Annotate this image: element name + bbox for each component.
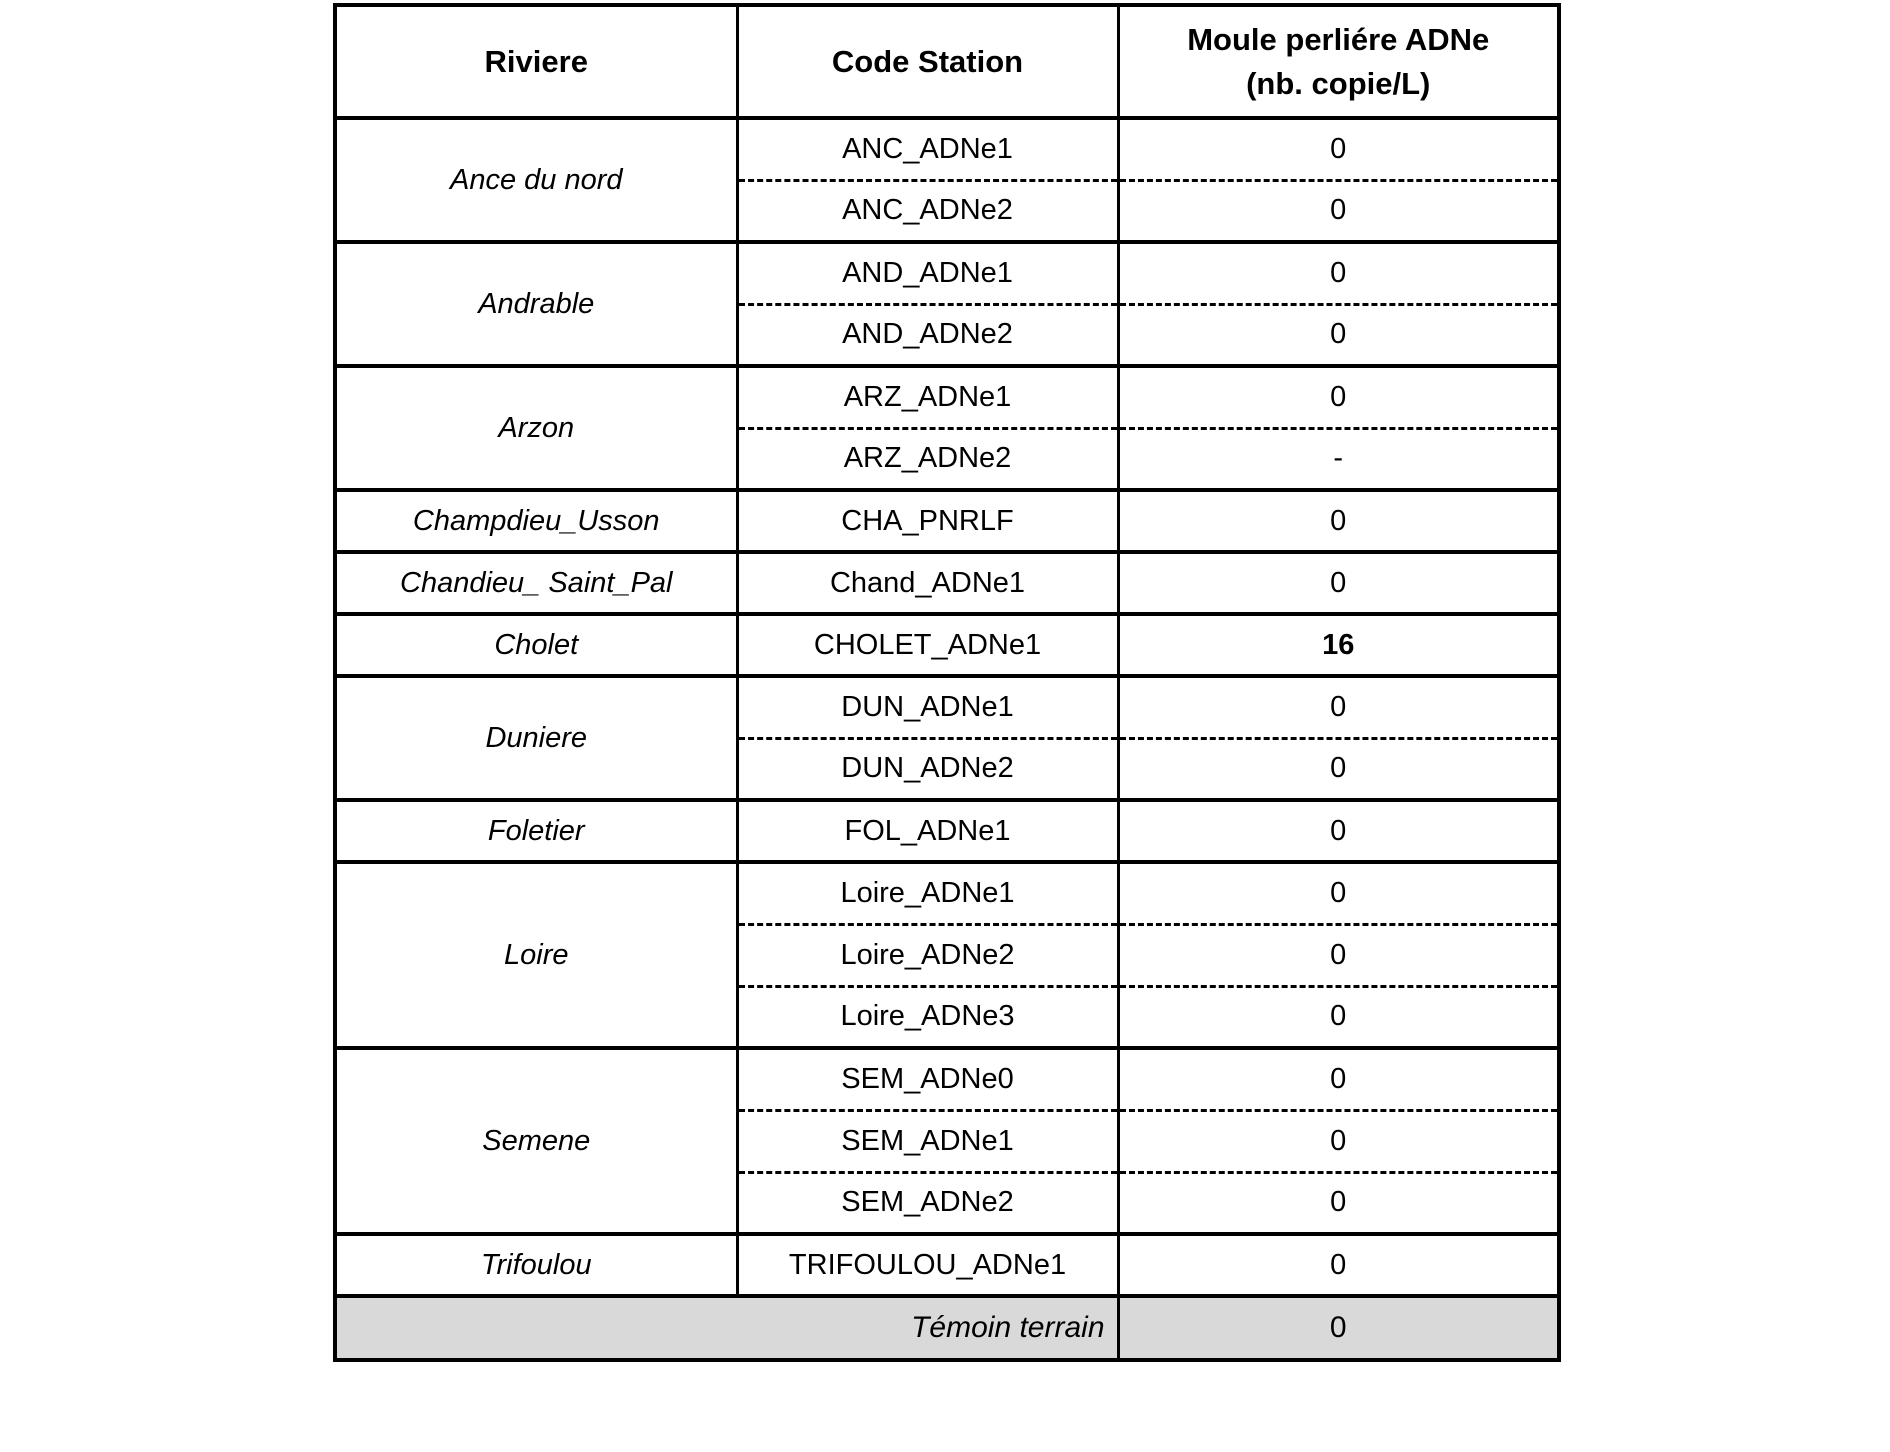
header-row — [335, 5, 1559, 118]
adne-value-cell: 0 — [1118, 800, 1559, 862]
river-name-cell: Loire — [335, 862, 737, 1048]
table-row — [335, 676, 1559, 738]
table-row — [335, 118, 1559, 180]
table-body — [335, 118, 1559, 1296]
adne-value-cell: 0 — [1118, 1172, 1559, 1234]
adne-value-cell: 0 — [1118, 304, 1559, 366]
river-name-cell: Arzon — [335, 366, 737, 490]
adne-value-cell: 0 — [1118, 862, 1559, 924]
adne-value-cell: 0 — [1118, 118, 1559, 180]
river-name-cell: Foletier — [335, 800, 737, 862]
river-name-cell: Cholet — [335, 614, 737, 676]
adne-value-cell: 0 — [1118, 490, 1559, 552]
station-code-cell: AND_ADNe2 — [737, 304, 1118, 366]
station-code-cell: CHOLET_ADNe1 — [737, 614, 1118, 676]
table-row — [335, 490, 1559, 552]
station-code-cell: FOL_ADNe1 — [737, 800, 1118, 862]
station-code-cell: DUN_ADNe2 — [737, 738, 1118, 800]
adne-value-cell: 0 — [1118, 1234, 1559, 1296]
station-code-cell: ANC_ADNe2 — [737, 180, 1118, 242]
river-name-cell: Ance du nord — [335, 118, 737, 242]
station-code-cell: TRIFOULOU_ADNe1 — [737, 1234, 1118, 1296]
river-name-cell: Champdieu_Usson — [335, 490, 737, 552]
station-code-cell: SEM_ADNe2 — [737, 1172, 1118, 1234]
table-row — [335, 800, 1559, 862]
adne-value-cell: 0 — [1118, 738, 1559, 800]
adne-results-table — [333, 3, 1561, 1362]
col-header-code-station: Code Station — [737, 5, 1118, 118]
table-row — [335, 1048, 1559, 1110]
table-row — [335, 1234, 1559, 1296]
river-name-cell: Chandieu_ Saint_Pal — [335, 552, 737, 614]
adne-value-cell: 0 — [1118, 676, 1559, 738]
station-code-cell: Loire_ADNe3 — [737, 986, 1118, 1048]
station-code-cell: Loire_ADNe1 — [737, 862, 1118, 924]
river-name-cell: Andrable — [335, 242, 737, 366]
adne-value-cell: 0 — [1118, 1048, 1559, 1110]
table-footer — [335, 1296, 1559, 1360]
table-row — [335, 242, 1559, 304]
table-row — [335, 614, 1559, 676]
table-row — [335, 862, 1559, 924]
station-code-cell: ARZ_ADNe2 — [737, 428, 1118, 490]
col-header-riviere: Riviere — [335, 5, 737, 118]
station-code-cell: ANC_ADNe1 — [737, 118, 1118, 180]
station-code-cell: Loire_ADNe2 — [737, 924, 1118, 986]
station-code-cell: ARZ_ADNe1 — [737, 366, 1118, 428]
river-name-cell: Trifoulou — [335, 1234, 737, 1296]
adne-value-cell: 0 — [1118, 986, 1559, 1048]
table-row — [335, 366, 1559, 428]
table-header — [335, 5, 1559, 118]
adne-value-cell: 0 — [1118, 924, 1559, 986]
col-header-moule-adne-line2: (nb. copie/L) — [1246, 65, 1431, 101]
col-header-moule-adne — [1118, 5, 1559, 118]
adne-value-cell: 0 — [1118, 1110, 1559, 1172]
adne-value-cell: - — [1118, 428, 1559, 490]
footer-value-cell: 0 — [1118, 1296, 1559, 1360]
station-code-cell: DUN_ADNe1 — [737, 676, 1118, 738]
footer-label-cell: Témoin terrain — [335, 1296, 1118, 1360]
river-name-cell: Semene — [335, 1048, 737, 1234]
adne-value-cell: 16 — [1118, 614, 1559, 676]
station-code-cell: SEM_ADNe0 — [737, 1048, 1118, 1110]
station-code-cell: AND_ADNe1 — [737, 242, 1118, 304]
adne-value-cell: 0 — [1118, 180, 1559, 242]
station-code-cell: CHA_PNRLF — [737, 490, 1118, 552]
col-header-moule-adne-line1: Moule perliére ADNe — [1187, 21, 1490, 57]
adne-value-cell: 0 — [1118, 552, 1559, 614]
table-row — [335, 552, 1559, 614]
station-code-cell: Chand_ADNe1 — [737, 552, 1118, 614]
station-code-cell: SEM_ADNe1 — [737, 1110, 1118, 1172]
adne-value-cell: 0 — [1118, 242, 1559, 304]
adne-value-cell: 0 — [1118, 366, 1559, 428]
footer-row — [335, 1296, 1559, 1360]
river-name-cell: Duniere — [335, 676, 737, 800]
